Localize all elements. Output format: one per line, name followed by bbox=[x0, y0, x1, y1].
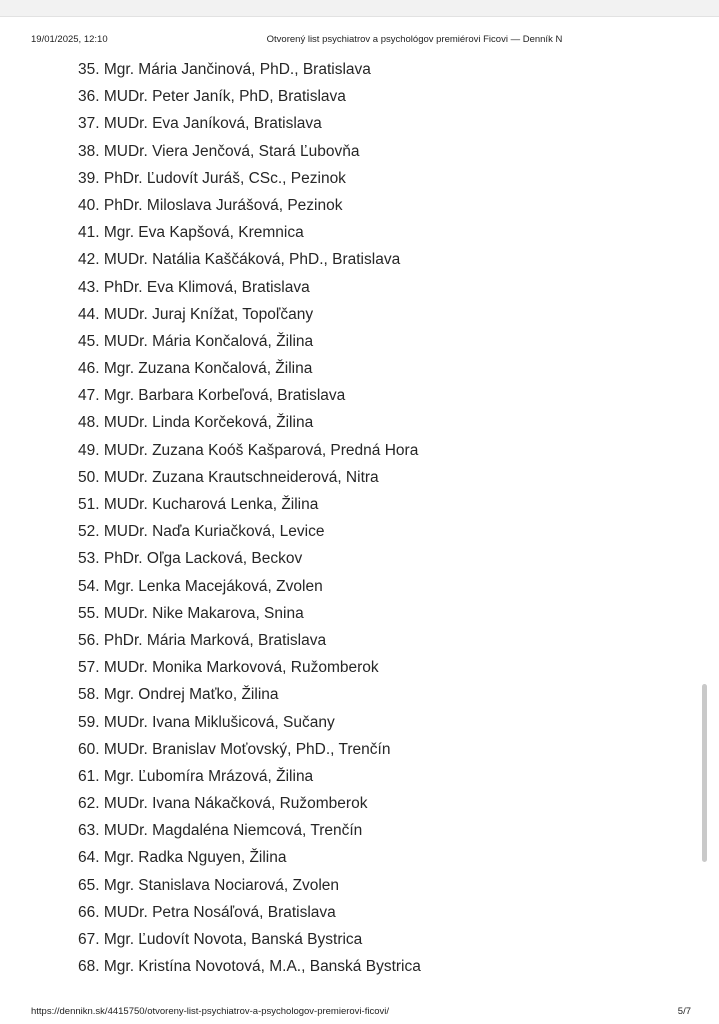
list-item: 45. MUDr. Mária Končalová, Žilina bbox=[78, 332, 314, 350]
list-item: 44. MUDr. Juraj Knížat, Topoľčany bbox=[78, 305, 314, 323]
list-item: 66. MUDr. Petra Nosáľová, Bratislava bbox=[78, 903, 336, 921]
list-item: 49. MUDr. Zuzana Koóš Kašparová, Predná Hora bbox=[78, 441, 419, 459]
scrollbar[interactable] bbox=[702, 684, 707, 862]
list-item: 50. MUDr. Zuzana Krautschneiderová, Nitra bbox=[78, 468, 379, 486]
list-item: 35. Mgr. Mária Jančinová, PhD., Bratislava bbox=[78, 61, 371, 78]
list-item: 60. MUDr. Branislav Moťovský, PhD., Trenčín bbox=[78, 740, 391, 758]
list-item: 51. MUDr. Kucharová Lenka, Žilina bbox=[78, 496, 319, 513]
list-item: 47. Mgr. Barbara Korbeľová, Bratislava bbox=[78, 387, 346, 405]
list-item: 37. MUDr. Eva Janíková, Bratislava bbox=[78, 115, 322, 133]
list-item: 64. Mgr. Radka Nguyen, Žilina bbox=[78, 849, 287, 867]
list-item: 56. PhDr. Mária Marková, Bratislava bbox=[78, 631, 327, 649]
page-url: https://dennikn.sk/4415750/otvoreny-list-psychiatrov-a-psychologov-premierovi-ficovi/ bbox=[31, 1006, 389, 1017]
list-item: 55. MUDr. Nike Makarova, Snina bbox=[78, 604, 304, 622]
list-item: 41. Mgr. Eva Kapšová, Kremnica bbox=[78, 224, 304, 242]
list-item: 59. MUDr. Ivana Miklušicová, Sučany bbox=[78, 713, 335, 731]
print-header bbox=[0, 34, 719, 50]
list-item: 65. Mgr. Stanislava Nociarová, Zvolen bbox=[78, 876, 340, 894]
list-item: 48. MUDr. Linda Korčeková, Žilina bbox=[78, 414, 314, 432]
list-item: 46. Mgr. Zuzana Končalová, Žilina bbox=[78, 360, 313, 378]
list-item: 53. PhDr. Oľga Lacková, Beckov bbox=[78, 550, 303, 568]
list-item: 67. Mgr. Ľudovít Novota, Banská Bystrica bbox=[78, 931, 363, 948]
list-item: 40. PhDr. Miloslava Jurášová, Pezinok bbox=[78, 196, 343, 214]
list-item: 39. PhDr. Ľudovít Juráš, CSc., Pezinok bbox=[78, 169, 346, 187]
list-item: 52. MUDr. Naďa Kuriačková, Levice bbox=[78, 523, 325, 541]
print-datetime: 19/01/2025, 12:10 bbox=[31, 34, 108, 45]
list-item: 62. MUDr. Ivana Nákačková, Ružomberok bbox=[78, 795, 368, 813]
list-item: 36. MUDr. Peter Janík, PhD, Bratislava bbox=[78, 88, 346, 106]
list-item: 57. MUDr. Monika Markovová, Ružomberok bbox=[78, 659, 379, 677]
print-page-title: Otvorený list psychiatrov a psychológov premiérovi Ficovi — Denník N bbox=[266, 34, 563, 45]
list-item: 68. Mgr. Kristína Novotová, M.A., Banská Bystrica bbox=[78, 958, 421, 976]
signatory-list bbox=[78, 56, 421, 980]
list-item: 54. Mgr. Lenka Macejáková, Zvolen bbox=[78, 577, 323, 595]
list-item: 42. MUDr. Natália Kaščáková, PhD., Bratislava bbox=[78, 251, 401, 269]
list-item: 38. MUDr. Viera Jenčová, Stará Ľubovňa bbox=[78, 142, 360, 160]
print-footer bbox=[0, 1006, 719, 1020]
list-item: 43. PhDr. Eva Klimová, Bratislava bbox=[78, 278, 310, 296]
browser-top-bar bbox=[0, 0, 719, 17]
list-item: 58. Mgr. Ondrej Maťko, Žilina bbox=[78, 686, 279, 704]
page-number: 5/7 bbox=[677, 1006, 691, 1017]
list-item: 61. Mgr. Ľubomíra Mrázová, Žilina bbox=[78, 767, 314, 785]
list-item: 63. MUDr. Magdaléna Niemcová, Trenčín bbox=[78, 822, 363, 840]
